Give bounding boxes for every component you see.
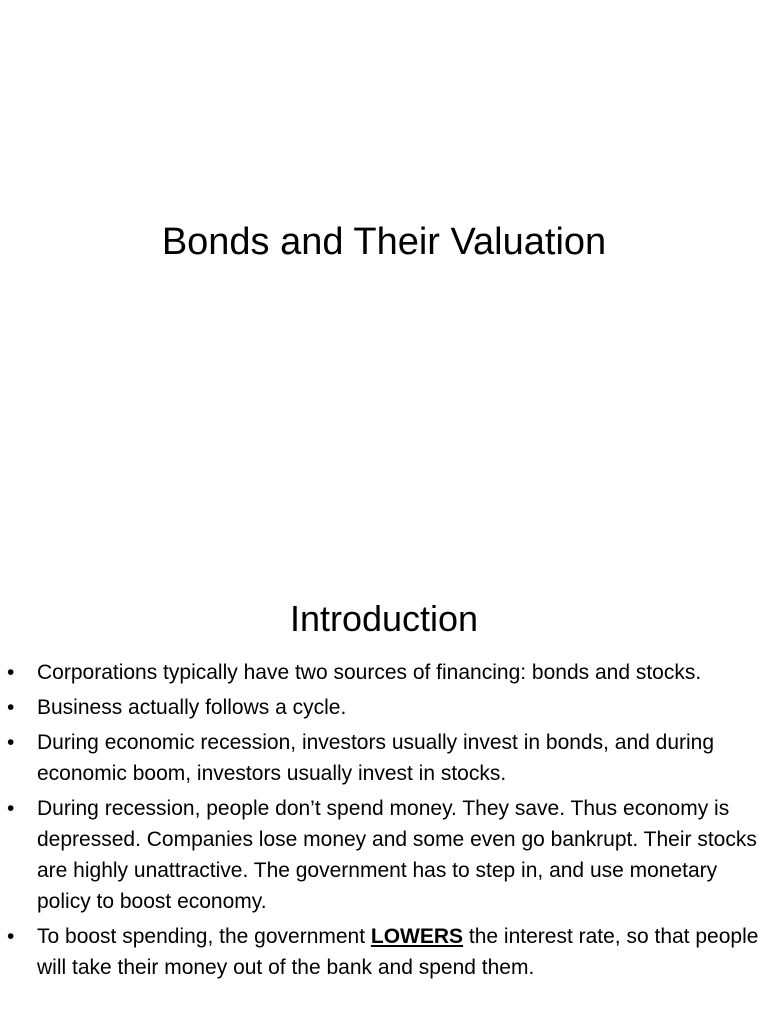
bullet-text: During recession, people don’t spend money. They save. Thus economy is depressed. Companies lose money and some even go bankrupt. Their stocks are highly unattractive. The government has to step in, and use monetary policy to boost economy.: [37, 797, 757, 913]
emphasis-text: LOWERS: [370, 925, 464, 948]
bullet-icon: •: [7, 696, 15, 719]
bullet-item: [0, 692, 768, 723]
bullet-icon: •: [7, 925, 15, 948]
bullet-text: Corporations typically have two sources of financing: bonds and stocks.: [37, 661, 702, 684]
bullet-text-start: To boost spending, the government: [37, 925, 371, 948]
bullet-text-end: the interest rate, so that people will take their money out of the bank and spend them.: [37, 925, 759, 979]
slide-title: Bonds and Their Valuation: [161, 221, 607, 263]
bullet-item: [0, 727, 768, 789]
slide-heading: Introduction: [289, 598, 479, 639]
bullet-list: [0, 657, 768, 987]
bullet-icon: •: [7, 731, 15, 754]
bullet-text: During economic recession, investors usually invest in bonds, and during economic boom, investors usually invest in stocks.: [37, 731, 715, 785]
bullet-item: [0, 921, 768, 983]
bullet-item: [0, 793, 768, 917]
bullet-text: Business actually follows a cycle.: [37, 696, 347, 719]
bullet-icon: •: [7, 797, 15, 820]
introduction-slide: [0, 576, 768, 1024]
bullet-icon: •: [7, 661, 15, 684]
bullet-item: [0, 657, 768, 688]
